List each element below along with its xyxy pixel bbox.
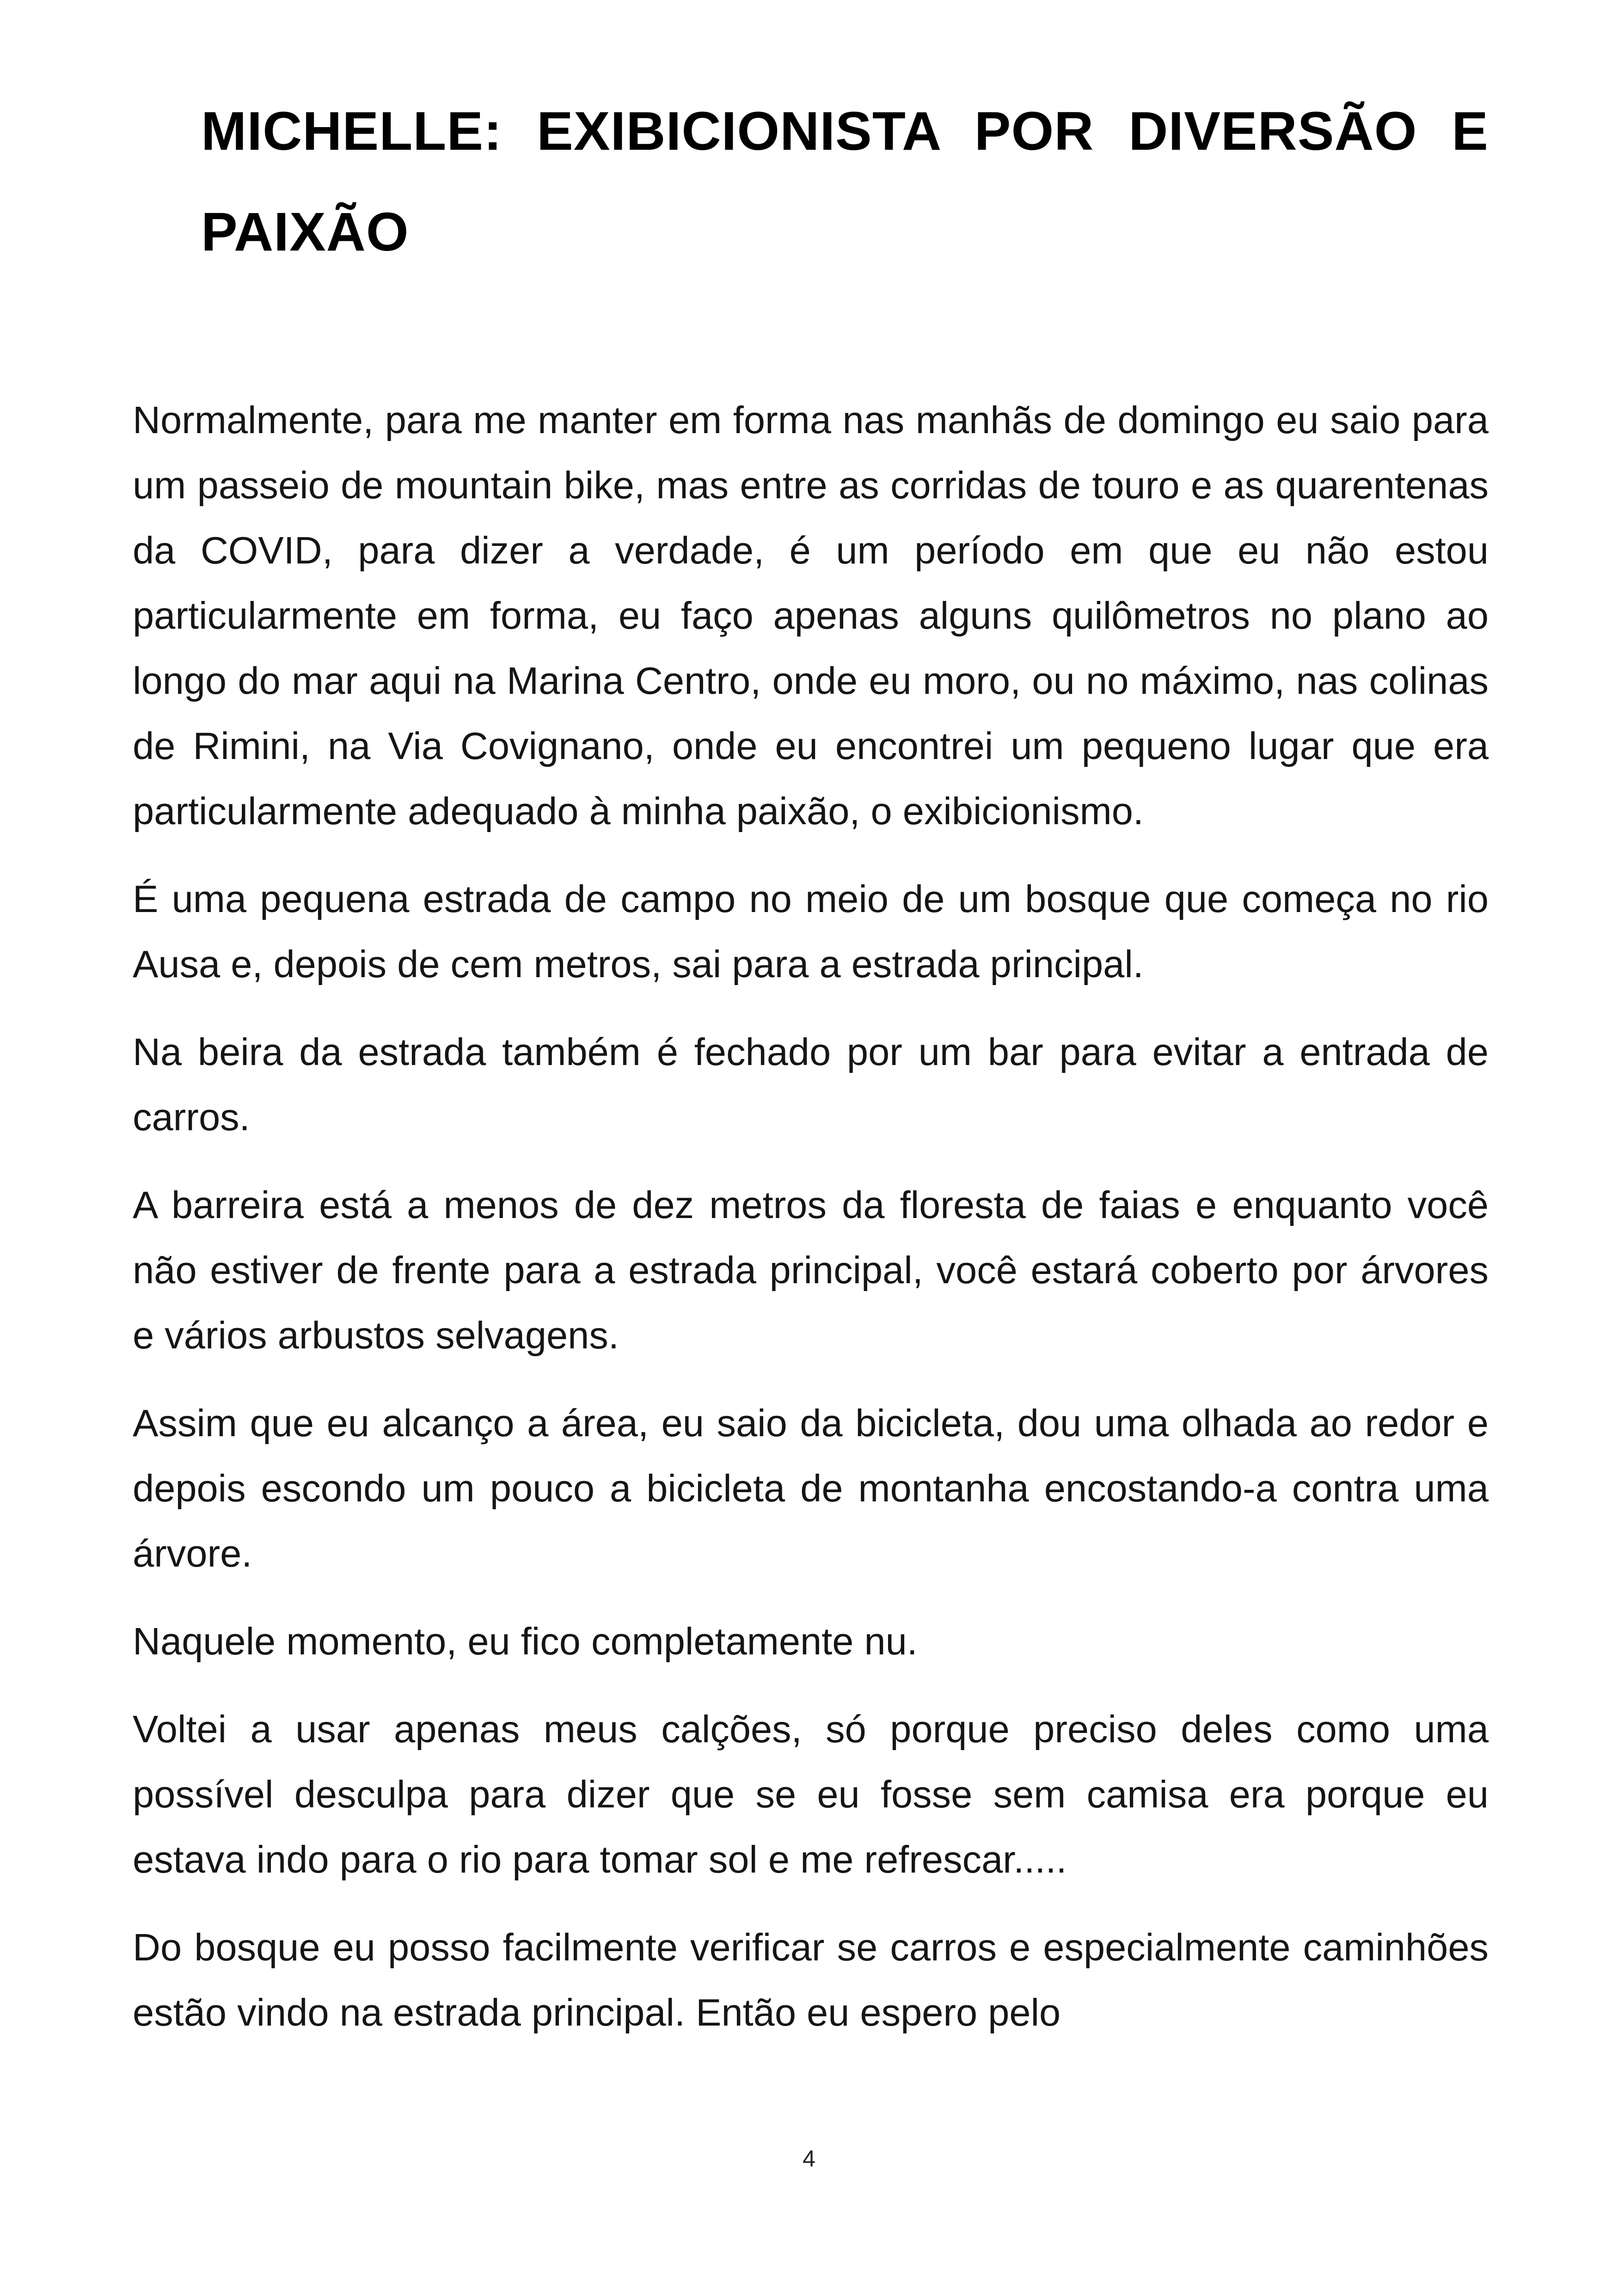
paragraph-5: Assim que eu alcanço a área, eu saio da bicicleta, dou uma olhada ao redor e depois escondo um pouco a bicicleta de montanha encostando-a contra uma árvore. bbox=[133, 1402, 1489, 1575]
paragraph-7: Voltei a usar apenas meus calções, só porque preciso deles como uma possível desculpa para dizer que se eu fosse sem camisa era porque eu estava indo para o rio para tomar sol e me refrescar..... bbox=[133, 1708, 1489, 1881]
paragraph-3: Na beira da estrada também é fechado por um bar para evitar a entrada de carros. bbox=[133, 1030, 1489, 1139]
chapter-body bbox=[133, 387, 1489, 2068]
paragraph-8: Do bosque eu posso facilmente verificar se carros e especialmente caminhões estão vindo na estrada principal. Então eu espero pelo bbox=[133, 1926, 1489, 2034]
page-number: 4 bbox=[803, 2146, 815, 2172]
chapter-title: MICHELLE: EXIBICIONISTA POR DIVERSÃO E PAIXÃO bbox=[201, 101, 1489, 263]
paragraph-6: Naquele momento, eu fico completamente nu. bbox=[133, 1620, 918, 1663]
paragraph-2: É uma pequena estrada de campo no meio de um bosque que começa no rio Ausa e, depois de cem metros, sai para a estrada principal. bbox=[133, 877, 1489, 986]
paragraph-4: A barreira está a menos de dez metros da floresta de faias e enquanto você não estiver de frente para a estrada principal, você estará coberto por árvores e vários arbustos selvagens. bbox=[133, 1183, 1489, 1357]
paragraph-1: Normalmente, para me manter em forma nas manhãs de domingo eu saio para um passeio de mountain bike, mas entre as corridas de touro e as quarentenas da COVID, para dizer a verdade, é um período em que eu não estou particularmente em forma, eu faço apenas alguns quilômetros no plano ao longo do mar aqui na Marina Centro, onde eu moro, ou no máximo, nas colinas de Rimini, na Via Covignano, onde eu encontrei um pequeno lugar que era particularmente adequado à minha paixão, o exibicionismo. bbox=[133, 398, 1489, 833]
